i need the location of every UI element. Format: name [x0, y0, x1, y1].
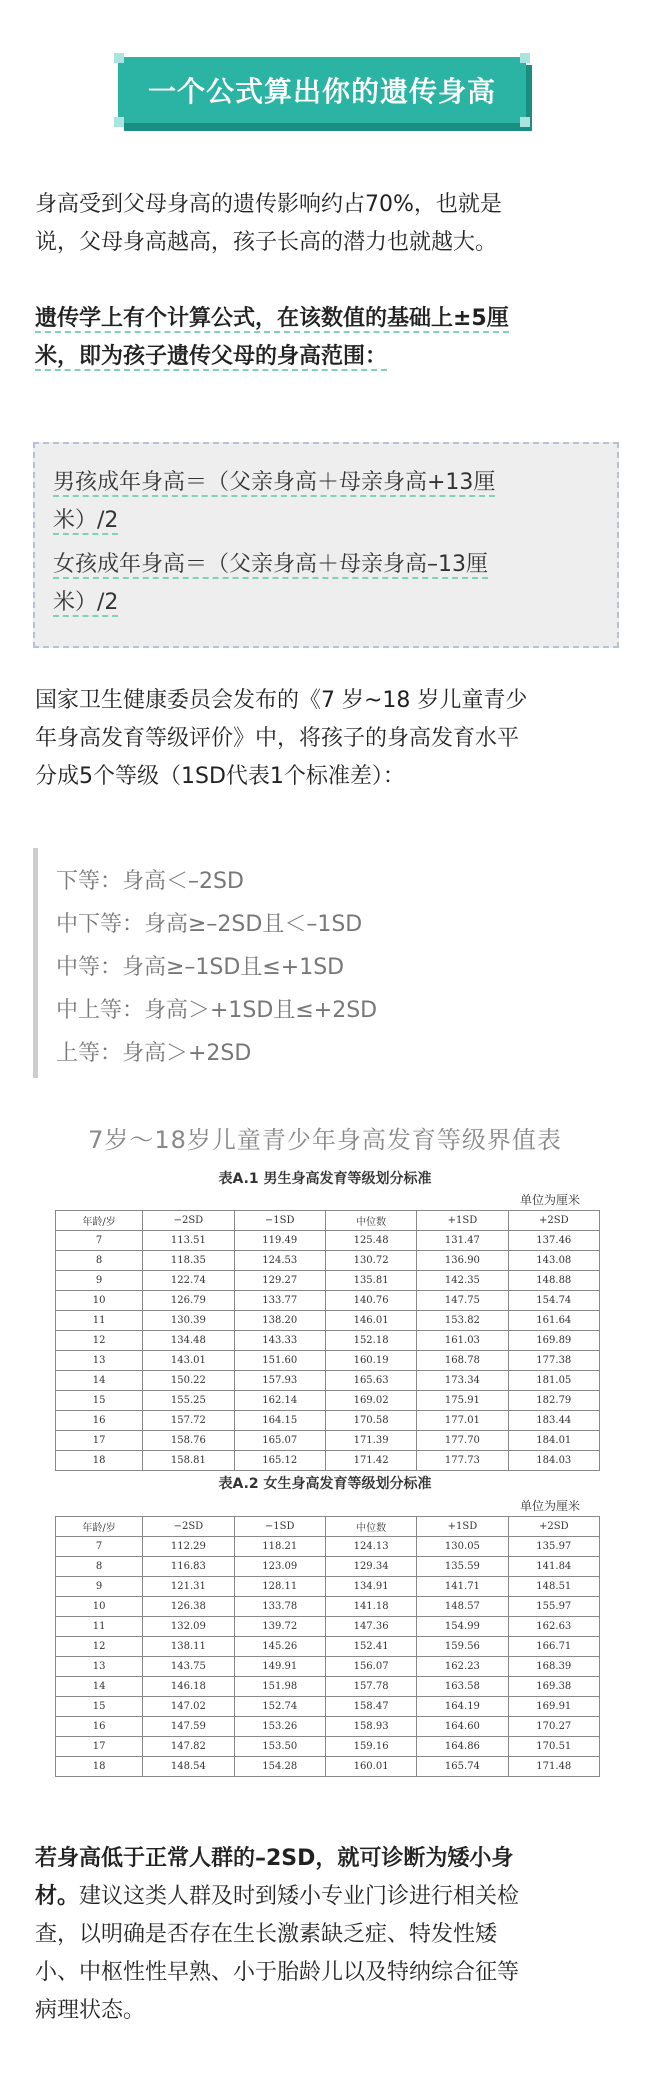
- table-row: [56, 1451, 600, 1471]
- level-item: 中下等：身高≥–2SD且＜–1SD: [56, 912, 363, 937]
- table-cell: 129.34: [325, 1557, 416, 1577]
- formula-intro-line: 米，即为孩子遗传父母的身高范围：: [35, 344, 388, 369]
- table-cell: 131.47: [417, 1231, 508, 1251]
- table-cell: 154.99: [417, 1617, 508, 1637]
- level-item: 上等：身高＞+2SD: [56, 1041, 252, 1066]
- boy-formula-line: 男孩成年身高＝（父亲身高＋母亲身高+13厘: [53, 470, 496, 495]
- table-cell: 118.21: [234, 1537, 325, 1557]
- boys-height-table: [55, 1210, 600, 1471]
- column-header: −1SD: [234, 1211, 325, 1231]
- corner-decoration: [520, 117, 530, 127]
- table-cell: 147.59: [143, 1717, 234, 1737]
- column-header: −2SD: [143, 1211, 234, 1231]
- conclusion-paragraph: [35, 1840, 620, 2030]
- table-cell: 17: [56, 1737, 143, 1757]
- table-cell: 116.83: [143, 1557, 234, 1577]
- table-cell: 136.90: [417, 1251, 508, 1271]
- corner-decoration: [114, 117, 124, 127]
- table-cell: 152.74: [234, 1697, 325, 1717]
- table-cell: 149.91: [234, 1657, 325, 1677]
- table-cell: 158.76: [143, 1431, 234, 1451]
- table-cell: 133.77: [234, 1291, 325, 1311]
- table-cell: 151.60: [234, 1351, 325, 1371]
- table-cell: 122.74: [143, 1271, 234, 1291]
- table-cell: 143.01: [143, 1351, 234, 1371]
- table-cell: 146.01: [325, 1311, 416, 1331]
- table-row: [56, 1557, 600, 1577]
- table-cell: 170.51: [508, 1737, 599, 1757]
- table-row: [56, 1231, 600, 1251]
- page-title: 一个公式算出你的遗传身高: [147, 75, 496, 108]
- table-cell: 161.64: [508, 1311, 599, 1331]
- table-cell: 162.14: [234, 1391, 325, 1411]
- table-cell: 130.39: [143, 1311, 234, 1331]
- table-cell: 168.39: [508, 1657, 599, 1677]
- table-header-row: [56, 1517, 600, 1537]
- girl-formula: [53, 546, 603, 622]
- table-cell: 159.16: [325, 1737, 416, 1757]
- table-cell: 160.19: [325, 1351, 416, 1371]
- table-cell: 153.26: [234, 1717, 325, 1737]
- table-row: [56, 1537, 600, 1557]
- table-cell: 8: [56, 1251, 143, 1271]
- table-cell: 184.01: [508, 1431, 599, 1451]
- table-row: [56, 1251, 600, 1271]
- table-cell: 157.93: [234, 1371, 325, 1391]
- table-cell: 16: [56, 1717, 143, 1737]
- column-header: −1SD: [234, 1517, 325, 1537]
- table-cell: 157.72: [143, 1411, 234, 1431]
- table-cell: 8: [56, 1557, 143, 1577]
- table-row: [56, 1411, 600, 1431]
- table-row: [56, 1637, 600, 1657]
- level-item: 下等：身高＜–2SD: [56, 869, 244, 894]
- table-cell: 11: [56, 1311, 143, 1331]
- table-cell: 152.18: [325, 1331, 416, 1351]
- conclusion-bold-line: 若身高低于正常人群的–2SD，就可诊断为矮小身: [35, 1846, 514, 1871]
- table-cell: 158.93: [325, 1717, 416, 1737]
- table-cell: 171.48: [508, 1757, 599, 1777]
- table-cell: 142.35: [417, 1271, 508, 1291]
- table-cell: 135.81: [325, 1271, 416, 1291]
- table-cell: 146.18: [143, 1677, 234, 1697]
- table-cell: 133.78: [234, 1597, 325, 1617]
- table-cell: 13: [56, 1657, 143, 1677]
- column-header: −2SD: [143, 1517, 234, 1537]
- table-cell: 177.01: [417, 1411, 508, 1431]
- table-cell: 148.88: [508, 1271, 599, 1291]
- table-row: [56, 1577, 600, 1597]
- table-cell: 183.44: [508, 1411, 599, 1431]
- table-row: [56, 1351, 600, 1371]
- table-cell: 148.57: [417, 1597, 508, 1617]
- table-cell: 17: [56, 1431, 143, 1451]
- table-cell: 147.82: [143, 1737, 234, 1757]
- table-cell: 139.72: [234, 1617, 325, 1637]
- table-cell: 147.36: [325, 1617, 416, 1637]
- table-cell: 119.49: [234, 1231, 325, 1251]
- boys-table-unit: 单位为厘米: [519, 1193, 580, 1207]
- table-cell: 166.71: [508, 1637, 599, 1657]
- table-cell: 173.34: [417, 1371, 508, 1391]
- table-cell: 170.58: [325, 1411, 416, 1431]
- boy-formula-line: 米）/2: [53, 508, 119, 533]
- table-cell: 141.84: [508, 1557, 599, 1577]
- table-cell: 123.09: [234, 1557, 325, 1577]
- table-cell: 164.86: [417, 1737, 508, 1757]
- conclusion-line: 查，以明确是否存在生长激素缺乏症、特发性矮: [35, 1922, 498, 1947]
- table-row: [56, 1371, 600, 1391]
- girls-table-unit: 单位为厘米: [519, 1499, 580, 1513]
- column-header: +1SD: [417, 1211, 508, 1231]
- table-cell: 121.31: [143, 1577, 234, 1597]
- column-header: 年龄/岁: [56, 1517, 143, 1537]
- table-cell: 118.35: [143, 1251, 234, 1271]
- standard-paragraph: [35, 682, 620, 796]
- table-cell: 168.78: [417, 1351, 508, 1371]
- tables-title: 7岁～18岁儿童青少年身高发育等级界值表: [88, 1126, 562, 1154]
- table-cell: 177.38: [508, 1351, 599, 1371]
- table-cell: 128.11: [234, 1577, 325, 1597]
- table-cell: 134.91: [325, 1577, 416, 1597]
- table-cell: 150.22: [143, 1371, 234, 1391]
- table-cell: 112.29: [143, 1537, 234, 1557]
- table-cell: 113.51: [143, 1231, 234, 1251]
- table-cell: 141.71: [417, 1577, 508, 1597]
- table-cell: 160.01: [325, 1757, 416, 1777]
- formula-intro-line: 遗传学上有个计算公式，在该数值的基础上±5厘: [35, 306, 509, 331]
- table-cell: 151.98: [234, 1677, 325, 1697]
- title-banner: [118, 57, 532, 131]
- table-row: [56, 1697, 600, 1717]
- table-cell: 169.89: [508, 1331, 599, 1351]
- intro-line: 说，父母身高越高，孩子长高的潜力也就越大。: [35, 230, 498, 255]
- title-box: [118, 57, 526, 123]
- table-cell: 16: [56, 1411, 143, 1431]
- table-cell: 175.91: [417, 1391, 508, 1411]
- table-cell: 11: [56, 1617, 143, 1637]
- table-cell: 9: [56, 1271, 143, 1291]
- column-header: +2SD: [508, 1211, 599, 1231]
- conclusion-line: 小、中枢性性早熟、小于胎龄儿以及特纳综合征等: [35, 1960, 520, 1985]
- table-cell: 171.42: [325, 1451, 416, 1471]
- table-cell: 9: [56, 1577, 143, 1597]
- table-cell: 159.56: [417, 1637, 508, 1657]
- table-cell: 126.79: [143, 1291, 234, 1311]
- table-cell: 148.51: [508, 1577, 599, 1597]
- table-header-row: [56, 1211, 600, 1231]
- table-cell: 143.75: [143, 1657, 234, 1677]
- table-cell: 158.81: [143, 1451, 234, 1471]
- table-cell: 137.46: [508, 1231, 599, 1251]
- table-cell: 161.03: [417, 1331, 508, 1351]
- table-cell: 154.28: [234, 1757, 325, 1777]
- intro-paragraph: [35, 186, 620, 262]
- column-header: +2SD: [508, 1517, 599, 1537]
- table-row: [56, 1291, 600, 1311]
- table-cell: 162.63: [508, 1617, 599, 1637]
- column-header: 中位数: [325, 1211, 416, 1231]
- table-cell: 158.47: [325, 1697, 416, 1717]
- table-cell: 165.63: [325, 1371, 416, 1391]
- level-item: 中上等：身高＞+1SD且≤+2SD: [56, 998, 378, 1023]
- table-row: [56, 1391, 600, 1411]
- table-cell: 7: [56, 1537, 143, 1557]
- table-cell: 143.08: [508, 1251, 599, 1271]
- table-cell: 15: [56, 1697, 143, 1717]
- table-cell: 169.38: [508, 1677, 599, 1697]
- standard-line: 年身高发育等级评价》中，将孩子的身高发育水平: [35, 726, 520, 751]
- table-cell: 132.09: [143, 1617, 234, 1637]
- table-cell: 141.18: [325, 1597, 416, 1617]
- table-cell: 153.82: [417, 1311, 508, 1331]
- table-cell: 164.15: [234, 1411, 325, 1431]
- table-cell: 138.20: [234, 1311, 325, 1331]
- girl-formula-line: 米）/2: [53, 590, 119, 615]
- boys-table-title: 表A.1 男生身高发育等级划分标准: [218, 1171, 432, 1187]
- table-row: [56, 1757, 600, 1777]
- standard-line: 国家卫生健康委员会发布的《7 岁~18 岁儿童青少: [35, 688, 528, 713]
- table-cell: 177.73: [417, 1451, 508, 1471]
- boy-formula: [53, 464, 603, 540]
- table-cell: 135.97: [508, 1537, 599, 1557]
- table-cell: 130.72: [325, 1251, 416, 1271]
- table-cell: 156.07: [325, 1657, 416, 1677]
- table-cell: 125.48: [325, 1231, 416, 1251]
- table-cell: 165.12: [234, 1451, 325, 1471]
- levels-quote: [33, 848, 618, 1078]
- table-cell: 184.03: [508, 1451, 599, 1471]
- table-cell: 163.58: [417, 1677, 508, 1697]
- table-cell: 14: [56, 1677, 143, 1697]
- table-cell: 124.53: [234, 1251, 325, 1271]
- table-row: [56, 1677, 600, 1697]
- table-cell: 124.13: [325, 1537, 416, 1557]
- level-item: 中等：身高≥–1SD且≤+1SD: [56, 955, 345, 980]
- table-cell: 177.70: [417, 1431, 508, 1451]
- table-cell: 154.74: [508, 1291, 599, 1311]
- table-cell: 15: [56, 1391, 143, 1411]
- table-cell: 164.19: [417, 1697, 508, 1717]
- table-row: [56, 1271, 600, 1291]
- girls-table-title: 表A.2 女生身高发育等级划分标准: [218, 1476, 432, 1492]
- table-cell: 155.25: [143, 1391, 234, 1411]
- column-header: 中位数: [325, 1517, 416, 1537]
- table-cell: 140.76: [325, 1291, 416, 1311]
- table-cell: 18: [56, 1757, 143, 1777]
- column-header: 年龄/岁: [56, 1211, 143, 1231]
- table-cell: 165.07: [234, 1431, 325, 1451]
- corner-decoration: [520, 53, 530, 63]
- table-cell: 10: [56, 1597, 143, 1617]
- table-cell: 164.60: [417, 1717, 508, 1737]
- conclusion-line: 病理状态。: [35, 1998, 146, 2023]
- table-cell: 143.33: [234, 1331, 325, 1351]
- table-cell: 147.02: [143, 1697, 234, 1717]
- table-cell: 169.91: [508, 1697, 599, 1717]
- table-cell: 157.78: [325, 1677, 416, 1697]
- intro-line: 身高受到父母身高的遗传影响约占70%，也就是: [35, 192, 502, 217]
- table-row: [56, 1737, 600, 1757]
- conclusion-line: 建议这类人群及时到矮小专业门诊进行相关检: [79, 1884, 520, 1909]
- table-cell: 162.23: [417, 1657, 508, 1677]
- table-row: [56, 1617, 600, 1637]
- table-cell: 182.79: [508, 1391, 599, 1411]
- table-row: [56, 1311, 600, 1331]
- table-cell: 165.74: [417, 1757, 508, 1777]
- standard-line: 分成5个等级（1SD代表1个标准差）：: [35, 764, 405, 789]
- table-cell: 13: [56, 1351, 143, 1371]
- table-cell: 145.26: [234, 1637, 325, 1657]
- table-cell: 126.38: [143, 1597, 234, 1617]
- girl-formula-line: 女孩成年身高＝（父亲身高＋母亲身高–13厘: [53, 552, 488, 577]
- table-cell: 155.97: [508, 1597, 599, 1617]
- table-cell: 12: [56, 1637, 143, 1657]
- corner-decoration: [114, 53, 124, 63]
- formula-box: [33, 442, 619, 648]
- table-row: [56, 1331, 600, 1351]
- table-cell: 153.50: [234, 1737, 325, 1757]
- table-cell: 135.59: [417, 1557, 508, 1577]
- table-cell: 12: [56, 1331, 143, 1351]
- girls-height-table: [55, 1516, 600, 1777]
- table-cell: 18: [56, 1451, 143, 1471]
- table-cell: 181.05: [508, 1371, 599, 1391]
- table-row: [56, 1717, 600, 1737]
- conclusion-bold-end: 材。: [35, 1884, 80, 1909]
- table-cell: 171.39: [325, 1431, 416, 1451]
- table-cell: 138.11: [143, 1637, 234, 1657]
- column-header: +1SD: [417, 1517, 508, 1537]
- table-row: [56, 1431, 600, 1451]
- table-cell: 134.48: [143, 1331, 234, 1351]
- table-cell: 10: [56, 1291, 143, 1311]
- table-cell: 14: [56, 1371, 143, 1391]
- table-cell: 7: [56, 1231, 143, 1251]
- table-cell: 130.05: [417, 1537, 508, 1557]
- table-cell: 152.41: [325, 1637, 416, 1657]
- table-cell: 169.02: [325, 1391, 416, 1411]
- table-cell: 148.54: [143, 1757, 234, 1777]
- table-row: [56, 1657, 600, 1677]
- table-cell: 147.75: [417, 1291, 508, 1311]
- table-row: [56, 1597, 600, 1617]
- table-cell: 170.27: [508, 1717, 599, 1737]
- table-cell: 129.27: [234, 1271, 325, 1291]
- formula-intro-paragraph: [35, 300, 620, 376]
